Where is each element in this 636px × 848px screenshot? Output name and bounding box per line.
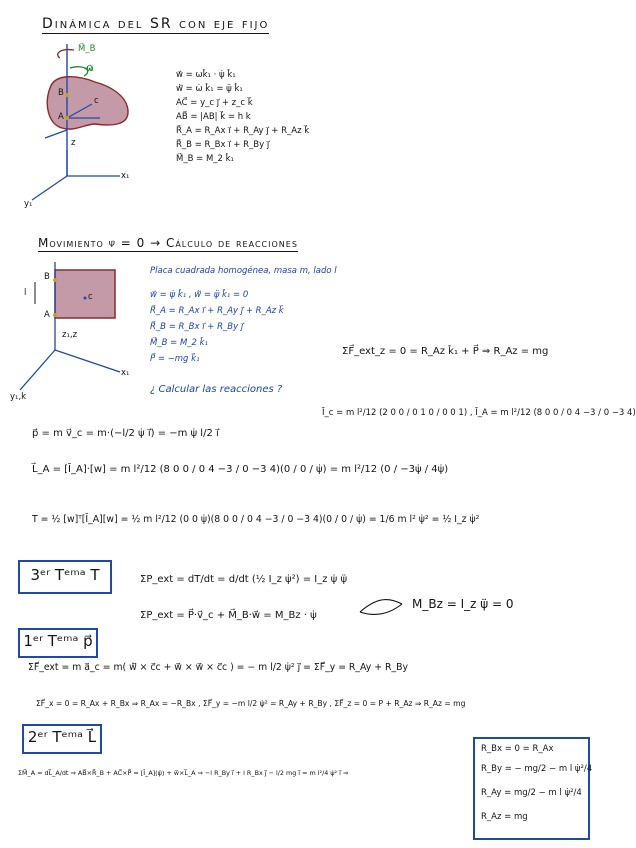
eq-omega: w⃗ = ωk̂₁ · ψ̇ k̂₁ [176,70,236,80]
plate-point-b-dot [53,278,57,282]
plate-center-dot [84,297,87,300]
result-arrow-icon [360,600,402,612]
result-ray: R_Ay = mg/2 − m l ψ̇²/4 [481,788,582,798]
note-mb: M⃗_B = M_2 k̂₁ [150,338,208,348]
eq-ra: R⃗_A = R_Ax i⃗ + R_Ay j⃗ + R_Az k⃗ [176,126,310,136]
result-rby: R_By = − mg/2 − m l ψ̇²/4 [481,764,593,774]
theorem3-label: 3ᵉʳ Tᵉᵐᵃ T [30,566,100,584]
label-y-axis: y₁ [24,199,33,209]
result-arrow-lower-icon [360,604,402,614]
label-point-c: c [94,96,99,106]
theorem2-label: 2ᵉʳ Tᵉᵐᵃ L⃗ [27,728,97,746]
label-point-a: A [58,112,64,122]
eq-inertia: Ī_c = m l²/12 (2 0 0 / 0 1 0 / 0 0 1) , Ī_A = m l²/12 (8 0 0 / 0 4 −3 / 0 −3 4) [322,408,636,418]
label-plate-z: z₁,z [62,330,78,340]
theorem1-line1: ΣF⃗_ext = m a⃗_c = m( ẇ⃗ × c⃗c + w⃗ × w⃗ × c⃗c ) = − m l/2 ψ̇² j⃗ = ΣF⃗_y = R_Ay + R_By [28,662,408,673]
label-x-axis: x₁ [121,171,130,181]
label-plate-center: c [88,292,93,302]
plate-x-axis-line [55,350,120,372]
theorem3-line2: ΣP_ext = P⃗·v⃗_c + M⃗_B·w⃗ = M_Bz · ψ̇ [140,610,317,621]
eq-rb: R⃗_B = R_Bx i⃗ + R_By j⃗ [176,140,270,150]
label-plate-b: B [44,272,50,282]
eq-force-z: ΣF⃗_ext_z = 0 = R_Az k̂₁ + P⃗ ⇒ R_Az = mg [342,346,549,357]
section2-title: Movimiento ψ̈ = 0 → Cálculo de reacciones [38,236,298,250]
point-b-dot [65,93,69,97]
label-mb: M⃗_B [78,44,96,54]
label-plate-y: y₁,k [10,392,27,402]
result-raz: R_Az = mg [481,812,528,822]
global-y-axis-line [32,176,67,200]
eq-mb: M⃗_B = M_2 k̂₁ [176,154,234,164]
theorem3-label-box [18,560,112,594]
theorem1-label: 1ᵉʳ Tᵉᵐᵃ p⃗ [23,632,93,650]
reactions-result-box [473,737,593,840]
label-omega: ω⃗ [86,64,94,74]
note-question: ¿ Calcular las reacciones ? [150,384,283,395]
theorem3-result: M_Bz = I_z ψ̈ = 0 [412,597,514,611]
label-point-b: B [58,88,64,98]
eq-momentum: p⃗ = m v⃗_c = m·(−l/2 ψ̇ i⃗) = −m ψ̇ l/2 i⃗ [32,428,219,439]
eq-ac: AC⃗ = y_c j⃗ + z_c k⃗ [176,98,253,108]
label-side: l [24,288,27,298]
theorem1-line2: ΣF⃗_x = 0 = R_Ax + R_Bx ⇒ R_Ax = −R_Bx , ΣF⃗_y = −m l/2 ψ̇² = R_Ay + R_By , ΣF⃗_z = 0 = P + R_Az ⇒ R_Az = mg [36,699,466,708]
label-z-axis: z [71,138,76,148]
eq-omega-dot: ẇ⃗ = ω̇ k̂₁ = ψ̈ k̂₁ [176,84,243,94]
theorem3-line1: ΣP_ext = dT/dt = d/dt (½ I_z ψ̇²) = I_z ψ̇ ψ̈ [140,574,348,585]
result-rbx: R_Bx = 0 = R_Ax [481,744,554,754]
eq-ab: AB⃗ = |AB| k⃗ = h k [176,112,251,122]
note-omega: w⃗ = ψ̇ k̂₁ , ẇ⃗ = ψ̈ k̂₁ = 0 [150,290,249,300]
label-plate-x: x₁ [121,368,130,378]
note-ra: R⃗_A = R_Ax i⃗ + R_Ay j⃗ + R_Az k⃗ [150,306,284,316]
square-plate-shape [55,270,115,318]
eq-angular-momentum: L⃗_A = [Ī_A]·[w] = m l²/12 (8 0 0 / 0 4 −3 / 0 −3 4)(0 / 0 / ψ̇) = m l²/12 (0 / −3ψ̇ / 4ψ̇) [32,464,449,475]
section1-title: Dinámica del SR con eje fijo [42,16,270,32]
note-rb: R⃗_B = R_Bx i⃗ + R_By j⃗ [150,322,244,332]
theorem1-label-box [18,628,98,658]
label-plate-a: A [44,310,50,320]
moment-arc-icon [58,50,74,58]
plate-point-a-dot [53,313,57,317]
theorem2-label-box [22,724,102,754]
theorem2-line1: ΣM⃗_A = dL⃗_A/dt ⇒ AB⃗×R⃗_B + AC⃗×P⃗ = [Ī_A](ψ̈) + w⃗×L⃗_A ⇒ −l R_By i⃗ + l R_Bx j⃗ − l/2 mg i⃗ = m l²/4 ψ̇² i⃗ ⇒ [18,769,349,777]
note-weight: P⃗ = −mg k⃗₁ [150,354,200,364]
local-x-axis-line [45,130,67,138]
point-a-dot [65,116,69,120]
eq-kinetic-energy: T = ½ [w]ᵀ[Ī_A][w] = ½ m l²/12 (0 0 ψ̇)(8 0 0 / 0 4 −3 / 0 −3 4)(0 / 0 / ψ̇) = 1/6 m l² ψ̇² = ½ I_z ψ̇² [32,514,480,525]
plate-y-axis-line [20,350,55,390]
note-plate: Placa cuadrada homogénea, masa m, lado l [150,266,337,276]
